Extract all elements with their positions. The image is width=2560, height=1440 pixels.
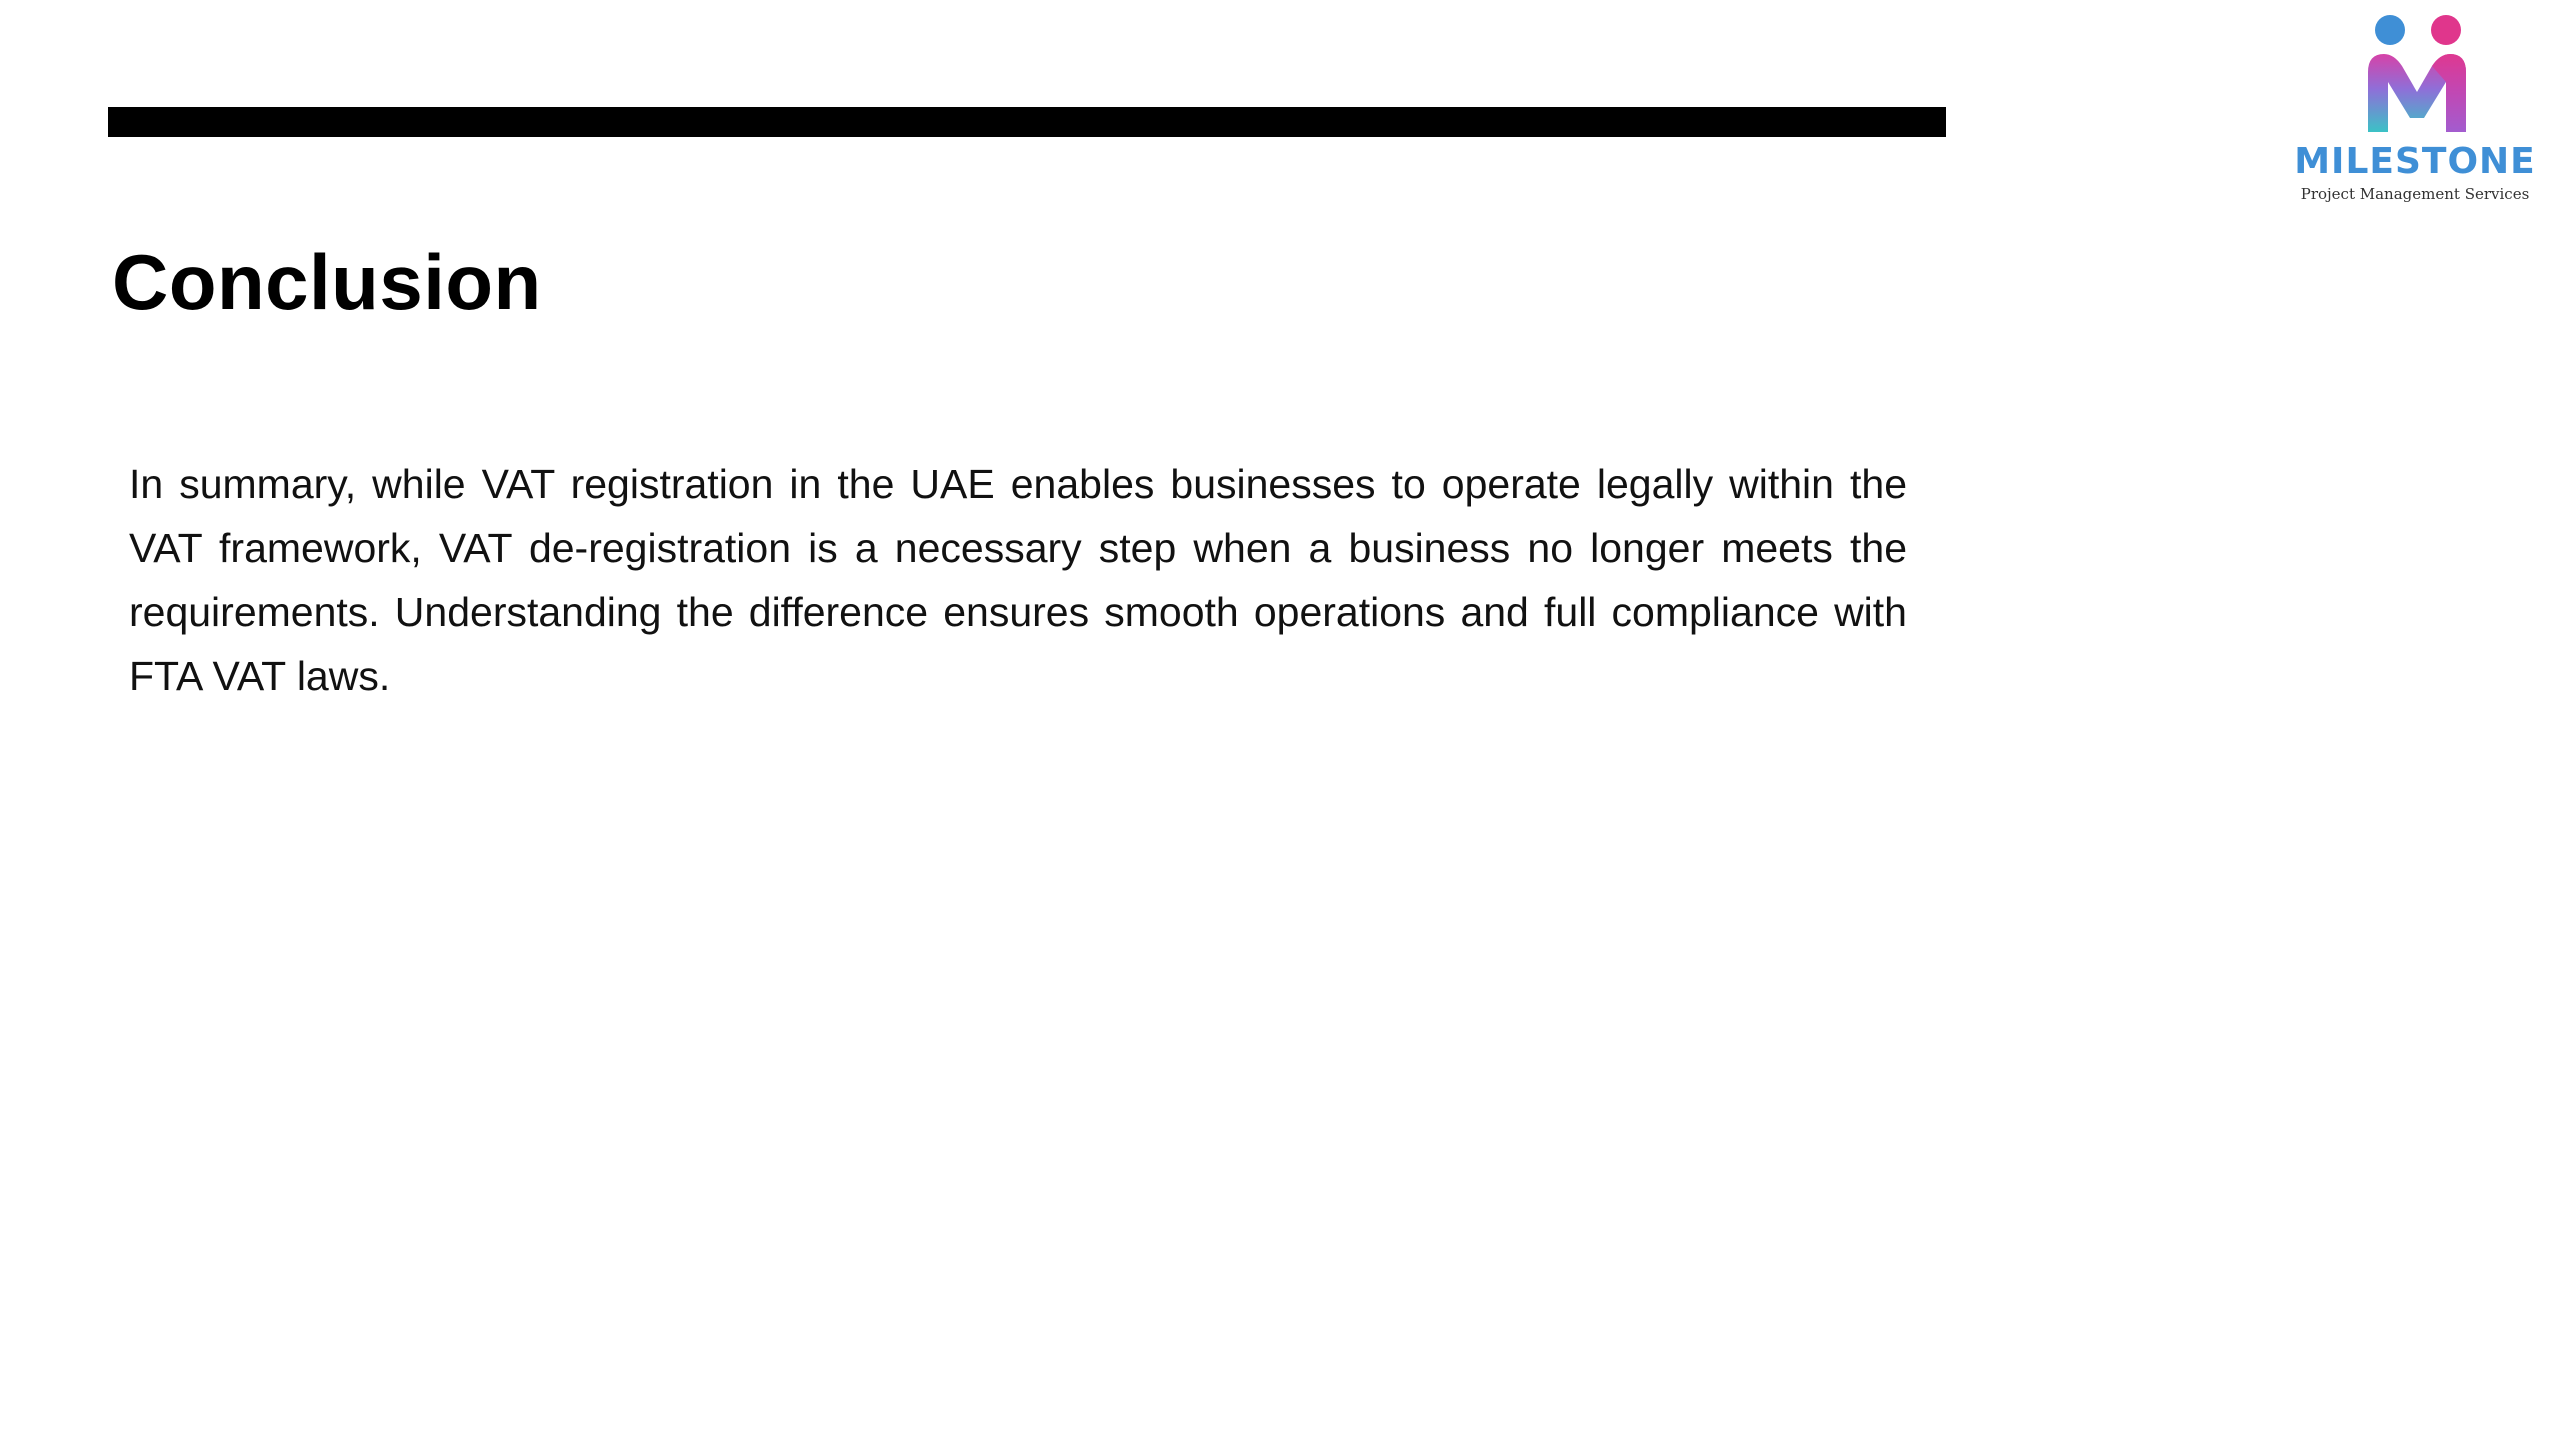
logo-wordmark: MILESTONE bbox=[2294, 141, 2536, 182]
milestone-logo bbox=[2280, 10, 2550, 210]
logo-tagline: Project Management Services bbox=[2300, 185, 2530, 203]
slide-title: Conclusion bbox=[112, 238, 542, 326]
top-divider-bar bbox=[108, 107, 1946, 137]
two-people-m-icon bbox=[2360, 10, 2470, 140]
summary-paragraph: In summary, while VAT registration in the UAE enables businesses to operate legally within the VAT framework, VAT de-registration is a necessary step when a business no longer meets the requirements. Understanding the difference ensures smooth operations and full compliance with FTA VAT laws. bbox=[129, 461, 1907, 699]
